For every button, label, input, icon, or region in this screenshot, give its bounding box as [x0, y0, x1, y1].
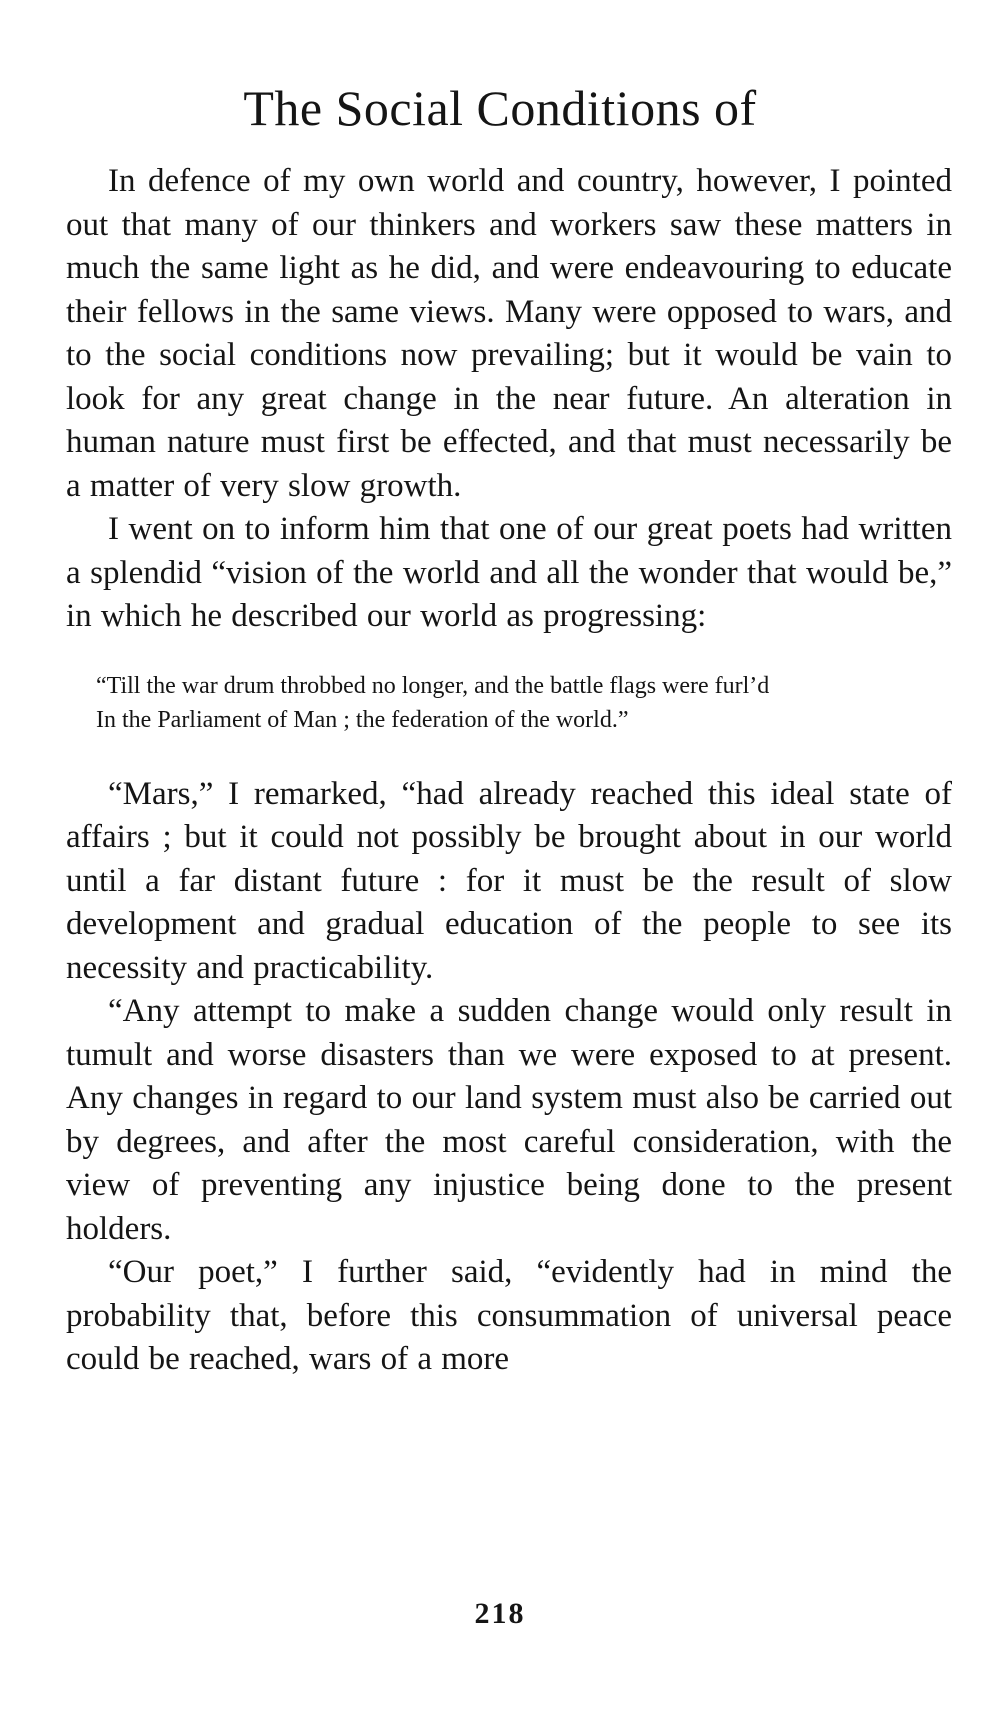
paragraph-our-poet: “Our poet,” I further said, “evidently had in mind the probability that, before this consummation of universal peace could be reached, wars of a more — [66, 1254, 952, 1377]
verse-quotation — [96, 669, 952, 737]
paragraph-poets: I went on to inform him that one of our great poets had written a splendid “vision of the world and all the wonder that would be,” in which he described our world as progressing: — [66, 511, 952, 634]
running-title: The Social Conditions of — [243, 80, 757, 136]
paragraph-defence: In defence of my own world and country, however, I pointed out that many of our thinkers and workers saw these matters in much the same light as he did, and were endeavouring to educate their fellows in the same views. Many were opposed to wars, and to the social conditions now prevailing; but it would be vain to look for any great change in the near future. An alteration in human nature must first be effected, and that must necessarily be a matter of very slow growth. — [66, 163, 952, 504]
paragraph-sudden-change: “Any attempt to make a sudden change would only result in tumult and worse disasters than we were exposed to at present. Any changes in regard to our land system must also be carried out by degrees, and after the most careful consideration, with the view of preventing any injustice being done to the present holders. — [66, 993, 952, 1247]
verse-line-2: In the Parliament of Man ; the federation of the world.” — [96, 706, 629, 733]
verse-line-1: “Till the war drum throbbed no longer, and the battle flags were furl’d — [96, 672, 770, 699]
paragraph-mars: “Mars,” I remarked, “had already reached this ideal state of affairs ; but it could not possibly be brought about in our world until a far distant future : for it must be the result of slow development and gradual education of the people to see its necessity and practicability. — [66, 775, 952, 986]
page-number: 218 — [474, 1597, 526, 1630]
body-text — [66, 160, 952, 1382]
